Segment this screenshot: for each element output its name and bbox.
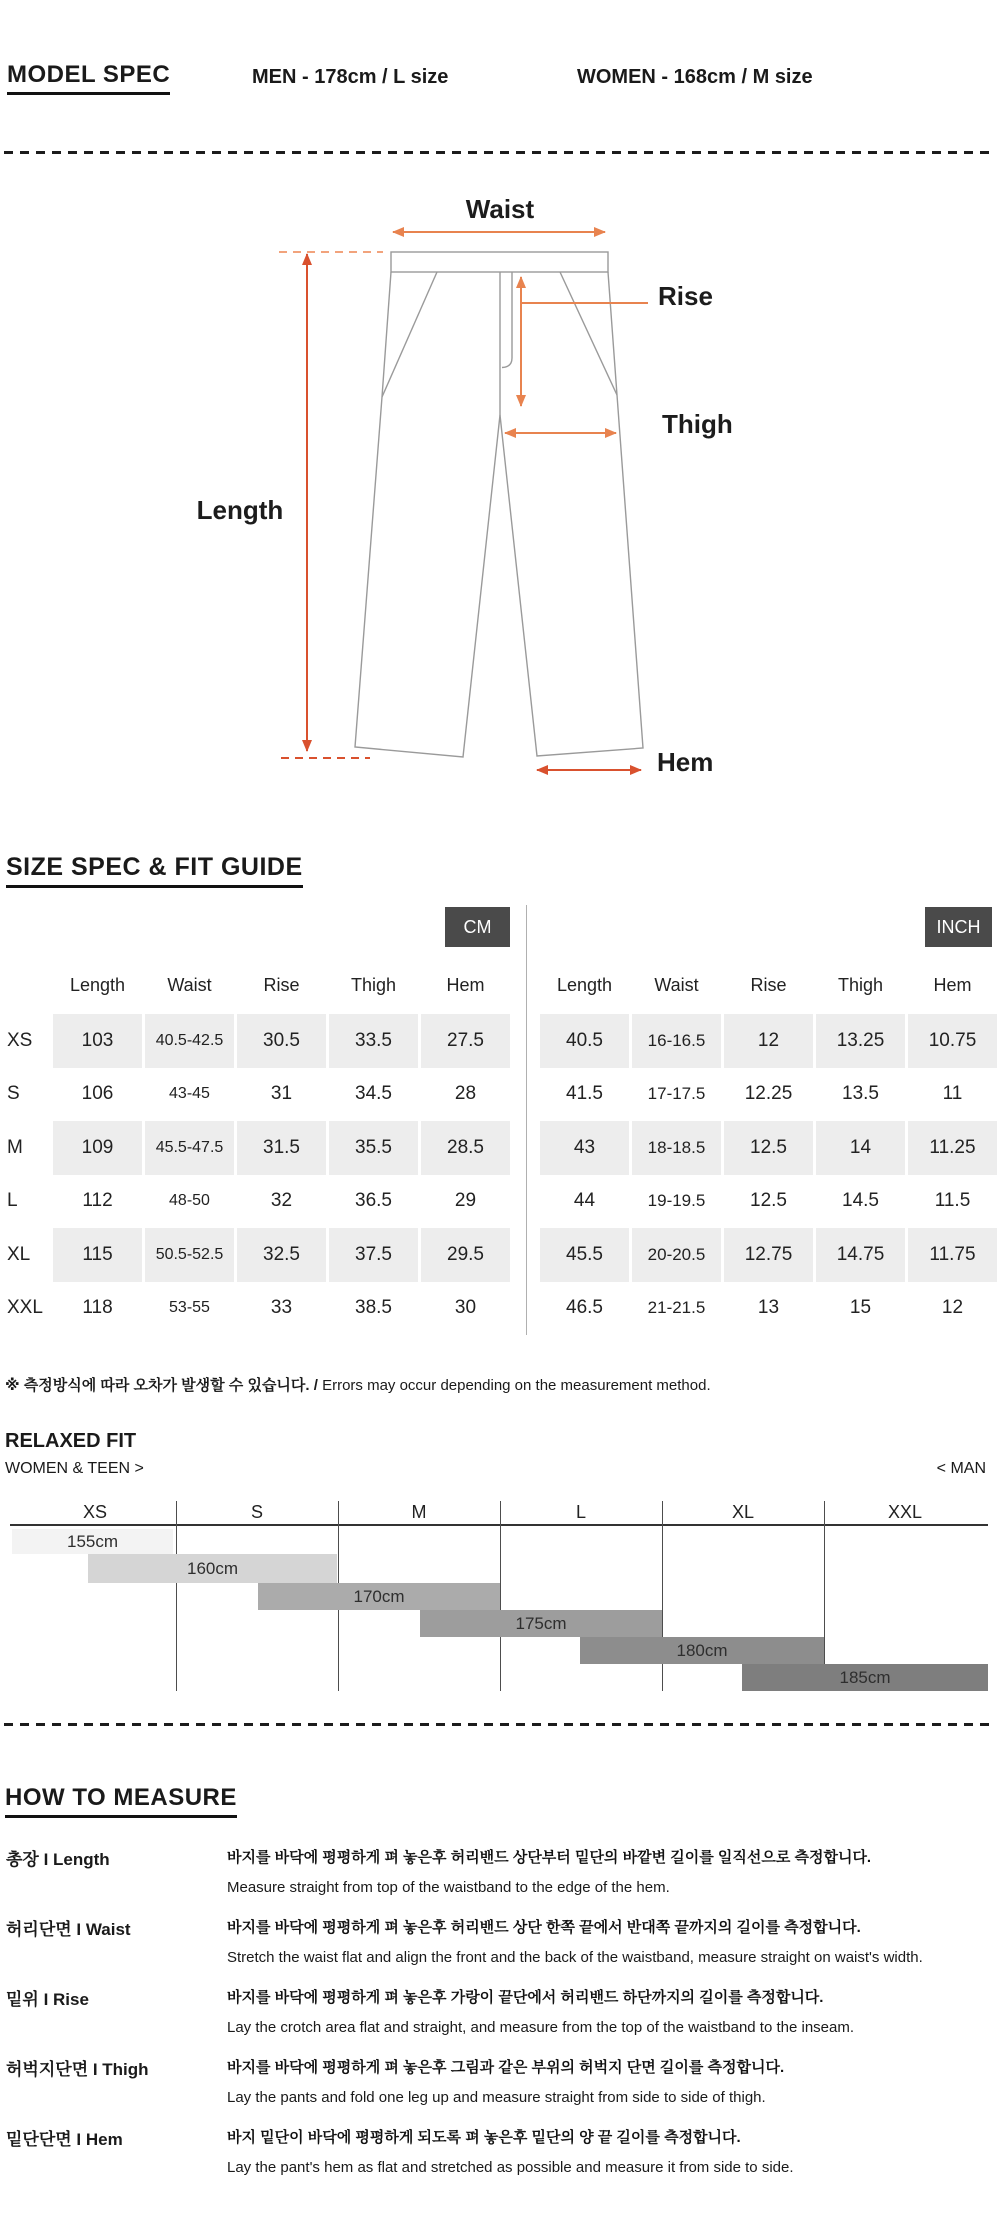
hem-cell: 29 xyxy=(454,1190,477,1212)
rise-cell: 30.5 xyxy=(237,1014,326,1068)
thigh-cell: 14 xyxy=(816,1121,905,1175)
thigh-label: Thigh xyxy=(662,409,733,439)
table-row xyxy=(0,1121,515,1175)
waist-cell: 53-55 xyxy=(169,1299,210,1317)
measurement-arrows xyxy=(279,232,648,770)
column-header: Length xyxy=(556,974,613,995)
rise-cell: 12.5 xyxy=(750,1190,787,1212)
size-label: S xyxy=(7,1083,20,1105)
measure-guide xyxy=(0,1840,1000,2190)
hem-cell: 11 xyxy=(942,1083,963,1105)
model-spec-title: MODEL SPEC xyxy=(7,61,170,95)
fit-size-label: L xyxy=(575,1502,586,1522)
measure-desc-english: Stretch the waist flat and align the front and the back of the waistband, measure straight on waist's width. xyxy=(227,1949,923,1966)
table-row xyxy=(0,1014,515,1068)
table-row xyxy=(0,1175,515,1229)
length-cell: 118 xyxy=(82,1297,113,1319)
note-english: Errors may occur depending on the measurement method. xyxy=(317,1377,711,1394)
hem-cell: 27.5 xyxy=(421,1014,510,1068)
measure-description xyxy=(227,1910,997,1966)
waist-cell: 45.5-47.5 xyxy=(145,1121,234,1175)
hem-cell: 29.5 xyxy=(421,1228,510,1282)
hem-cell: 12 xyxy=(941,1297,964,1319)
inch-table xyxy=(540,1014,1000,1335)
waist-cell: 16-16.5 xyxy=(632,1014,721,1068)
how-to-measure-title: HOW TO MEASURE xyxy=(5,1784,237,1818)
thigh-cell: 37.5 xyxy=(329,1228,418,1282)
inch-table-header xyxy=(540,970,1000,1000)
cm-header-cells xyxy=(53,975,513,996)
column-header: Waist xyxy=(167,974,212,995)
measure-desc-korean: 바지를 바닥에 평평하게 펴 놓은후 그림과 같은 부위의 허벅지 단면 길이를 측정합니다. xyxy=(227,2059,785,2076)
table-row xyxy=(0,1228,515,1282)
hem-label: Hem xyxy=(657,747,714,777)
fit-bar xyxy=(420,1610,662,1637)
pants-diagram xyxy=(0,140,1000,800)
length-cell: 41.5 xyxy=(566,1083,603,1105)
measure-term: 허리단면 I Waist xyxy=(6,1920,131,1939)
waist-cell: 17-17.5 xyxy=(647,1084,706,1104)
measure-desc-korean: 바지를 바닥에 평평하게 펴 놓은후 허리밴드 상단부터 밑단의 바깥변 길이를 일직선으로 측정합니다. xyxy=(227,1849,872,1866)
rise-cell: 12.5 xyxy=(724,1121,813,1175)
measure-description xyxy=(227,2120,997,2176)
thigh-cell: 13.5 xyxy=(842,1083,879,1105)
rise-cell: 12.25 xyxy=(744,1083,793,1105)
cm-table-header xyxy=(0,970,513,1000)
cm-table xyxy=(0,1014,515,1335)
model-spec-women: WOMEN - 168cm / M size xyxy=(577,66,813,88)
fit-chart-topline xyxy=(10,1524,988,1526)
measure-description xyxy=(227,1840,997,1896)
length-cell: 43 xyxy=(540,1121,629,1175)
length-cell: 44 xyxy=(573,1190,596,1212)
measurement-note xyxy=(5,1374,711,1395)
length-cell: 106 xyxy=(81,1083,114,1105)
measure-desc-english: Lay the crotch area flat and straight, and measure from the top of the waistband to the inseam. xyxy=(227,2019,855,2036)
waist-cell: 20-20.5 xyxy=(632,1228,721,1282)
length-label: Length xyxy=(196,495,284,525)
waist-label: Waist xyxy=(465,194,535,224)
pants-outline xyxy=(355,252,643,757)
inch-badge: INCH xyxy=(925,907,992,947)
cm-badge: CM xyxy=(445,907,510,947)
fit-column-divider xyxy=(824,1501,825,1691)
rise-cell: 13 xyxy=(757,1297,780,1319)
column-header: Rise xyxy=(750,974,787,995)
relaxed-fit-title: RELAXED FIT xyxy=(5,1430,137,1452)
length-cell: 109 xyxy=(53,1121,142,1175)
rise-cell: 33 xyxy=(270,1297,293,1319)
thigh-cell: 14.5 xyxy=(842,1190,879,1212)
measure-row xyxy=(0,1840,1000,1910)
rise-label: Rise xyxy=(658,281,713,311)
fit-bar xyxy=(88,1554,337,1583)
fit-bar-label: 185cm xyxy=(839,1667,891,1687)
note-korean: ※ 측정방식에 따라 오차가 발생할 수 있습니다. / xyxy=(5,1377,318,1394)
measure-desc-english: Measure straight from top of the waistband to the edge of the hem. xyxy=(227,1879,670,1896)
thigh-cell: 38.5 xyxy=(355,1297,392,1319)
measure-desc-korean: 바지를 바닥에 평평하게 펴 놓은후 허리밴드 상단 한쪽 끝에서 반대쪽 끝까지의 길이를 측정합니다. xyxy=(227,1919,861,1936)
length-cell: 115 xyxy=(53,1228,142,1282)
waist-cell: 50.5-52.5 xyxy=(145,1228,234,1282)
measure-row xyxy=(0,1980,1000,2050)
fit-bar-label: 155cm xyxy=(66,1531,119,1551)
waist-cell: 18-18.5 xyxy=(632,1121,721,1175)
inch-header-cells xyxy=(540,975,1000,996)
rise-cell: 31.5 xyxy=(237,1121,326,1175)
hem-cell: 11.5 xyxy=(934,1190,971,1212)
column-header: Waist xyxy=(654,974,699,995)
size-spec-title: SIZE SPEC & FIT GUIDE xyxy=(6,853,303,888)
fit-bar-label: 175cm xyxy=(515,1613,567,1633)
length-cell: 45.5 xyxy=(540,1228,629,1282)
table-row xyxy=(540,1121,1000,1175)
column-header: Hem xyxy=(933,974,972,995)
measure-term: 허벅지단면 I Thigh xyxy=(6,2060,149,2079)
column-header: Rise xyxy=(263,974,300,995)
table-divider-line xyxy=(526,905,527,1335)
measure-desc-english: Lay the pants and fold one leg up and measure straight from side to side of thigh. xyxy=(227,2089,766,2106)
length-cell: 40.5 xyxy=(540,1014,629,1068)
table-row xyxy=(540,1014,1000,1068)
measure-term: 밑단단면 I Hem xyxy=(6,2130,123,2149)
thigh-cell: 36.5 xyxy=(355,1190,392,1212)
hem-cell: 11.75 xyxy=(908,1228,997,1282)
measure-description xyxy=(227,1980,997,2036)
thigh-cell: 34.5 xyxy=(355,1083,392,1105)
measure-row xyxy=(0,2050,1000,2120)
waist-cell: 48-50 xyxy=(169,1192,210,1210)
rise-cell: 12.75 xyxy=(724,1228,813,1282)
length-cell: 112 xyxy=(82,1190,113,1212)
hem-cell: 28.5 xyxy=(421,1121,510,1175)
length-cell: 103 xyxy=(53,1014,142,1068)
fit-bar xyxy=(258,1583,500,1610)
table-row xyxy=(540,1228,1000,1282)
hem-cell: 10.75 xyxy=(908,1014,997,1068)
size-label: XXL xyxy=(7,1297,43,1319)
thigh-cell: 13.25 xyxy=(816,1014,905,1068)
fit-size-label: XL xyxy=(731,1502,755,1522)
fit-bar-label: 170cm xyxy=(353,1586,405,1606)
dashed-divider-bottom xyxy=(4,1723,996,1726)
length-cell: 46.5 xyxy=(566,1297,603,1319)
measure-row xyxy=(0,1910,1000,1980)
measure-term: 밑위 I Rise xyxy=(6,1990,89,2009)
measure-desc-korean: 바지를 바닥에 평평하게 펴 놓은후 가랑이 끝단에서 허리밴드 하단까지의 길이를 측정합니다. xyxy=(227,1989,824,2006)
column-header: Length xyxy=(69,974,126,995)
waist-cell: 21-21.5 xyxy=(647,1298,706,1318)
table-row xyxy=(540,1068,1000,1122)
measure-term: 총장 I Length xyxy=(6,1850,110,1869)
measure-desc-english: Lay the pant's hem as flat and stretched as possible and measure it from side to side. xyxy=(227,2159,794,2176)
table-row xyxy=(540,1282,1000,1336)
waist-cell: 40.5-42.5 xyxy=(145,1014,234,1068)
waist-cell: 43-45 xyxy=(169,1085,210,1103)
size-label: XS xyxy=(7,1029,33,1051)
size-label: L xyxy=(7,1190,18,1212)
size-label: XL xyxy=(7,1243,31,1265)
thigh-cell: 14.75 xyxy=(816,1228,905,1282)
rise-cell: 12 xyxy=(724,1014,813,1068)
table-row xyxy=(540,1175,1000,1229)
rise-cell: 32 xyxy=(270,1190,293,1212)
fit-bar xyxy=(742,1664,988,1691)
fit-bar xyxy=(12,1529,173,1554)
women-teen-label: WOMEN & TEEN > xyxy=(5,1460,144,1477)
table-row xyxy=(0,1282,515,1336)
fit-bar xyxy=(580,1637,824,1664)
thigh-cell: 35.5 xyxy=(329,1121,418,1175)
thigh-cell: 15 xyxy=(849,1297,872,1319)
rise-cell: 32.5 xyxy=(237,1228,326,1282)
fit-size-label: XS xyxy=(82,1502,107,1522)
column-header: Hem xyxy=(446,974,485,995)
table-row xyxy=(0,1068,515,1122)
hem-cell: 28 xyxy=(454,1083,477,1105)
hem-cell: 11.25 xyxy=(908,1121,997,1175)
fit-column-divider xyxy=(176,1501,177,1691)
thigh-cell: 33.5 xyxy=(329,1014,418,1068)
model-spec-men: MEN - 178cm / L size xyxy=(252,66,449,88)
hem-cell: 30 xyxy=(454,1297,477,1319)
rise-cell: 31 xyxy=(270,1083,293,1105)
fit-bar-label: 180cm xyxy=(676,1640,728,1660)
measure-row xyxy=(0,2120,1000,2190)
fit-column-divider xyxy=(500,1501,501,1691)
fit-size-label: XXL xyxy=(887,1502,923,1522)
waist-cell: 19-19.5 xyxy=(647,1191,706,1211)
man-label: < MAN xyxy=(936,1460,986,1477)
column-header: Thigh xyxy=(350,974,397,995)
column-header: Thigh xyxy=(837,974,884,995)
measure-description xyxy=(227,2050,997,2106)
fit-size-label: M xyxy=(411,1502,427,1522)
fit-bar-label: 160cm xyxy=(186,1558,239,1578)
measure-desc-korean: 바지 밑단이 바닥에 평평하게 되도록 펴 놓은후 밑단의 양 끝 길이를 측정합니다. xyxy=(227,2129,741,2146)
fit-size-label: S xyxy=(250,1502,263,1522)
size-label: M xyxy=(7,1136,23,1158)
